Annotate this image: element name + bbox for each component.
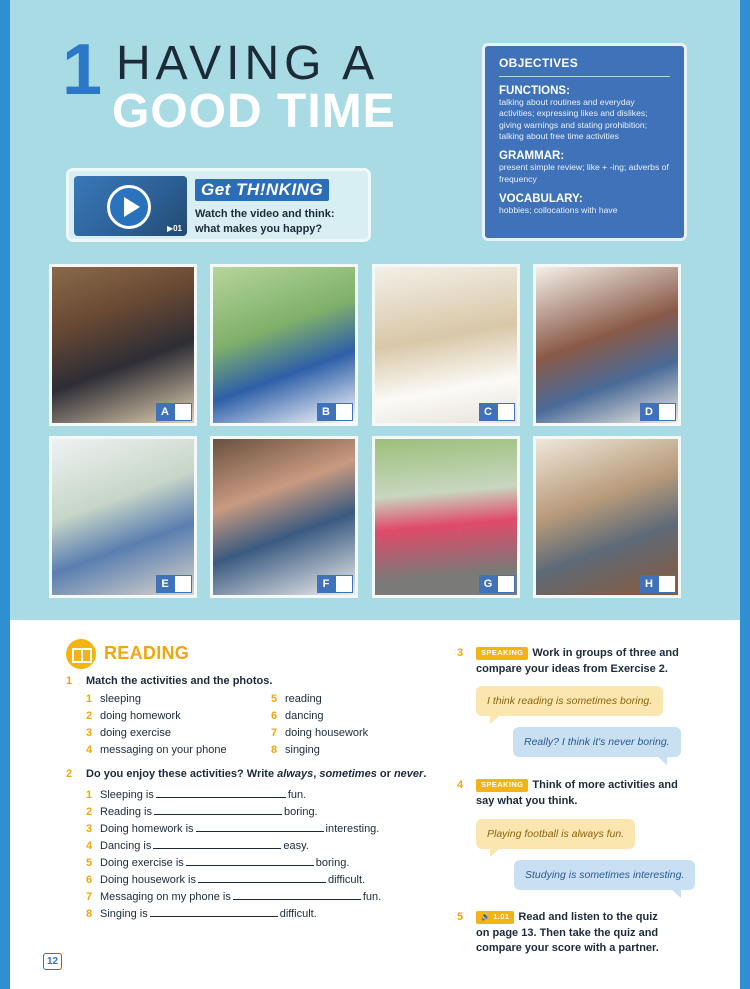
exercise-1-heading <box>66 675 272 687</box>
answer-blank[interactable] <box>196 821 324 832</box>
list-item: 3 doing exercise <box>86 727 171 739</box>
get-thinking-box <box>66 168 371 242</box>
objectives-divider <box>499 76 670 77</box>
photo-label: C <box>479 403 497 421</box>
gap-fill-item: 8 Singing is difficult. <box>86 908 317 920</box>
photo-a <box>49 264 197 426</box>
list-item: 2 doing homework <box>86 710 181 722</box>
reading-title: READING <box>104 643 190 663</box>
photo-g <box>372 436 520 598</box>
photo-label: H <box>640 575 658 593</box>
exercise-number: 3 <box>457 647 464 659</box>
answer-box[interactable] <box>497 575 515 593</box>
photo-label: E <box>156 575 174 593</box>
list-item: 6 dancing <box>271 710 324 722</box>
gap-fill-item: 2 Reading is boring. <box>86 806 318 818</box>
photo-d <box>533 264 681 426</box>
photo-label: B <box>317 403 335 421</box>
photo-label: G <box>479 575 497 593</box>
gap-fill-item: 4 Dancing is easy. <box>86 840 309 852</box>
grammar-text: present simple review; like + -ing; adverbs of frequency <box>499 162 669 184</box>
list-item: 1 sleeping <box>86 693 141 705</box>
exercise-number: 4 <box>457 779 464 791</box>
answer-box[interactable] <box>174 575 192 593</box>
speaking-tag: SPEAKING <box>476 647 528 660</box>
exercise-number: 1 <box>66 675 73 687</box>
exercise-instruction: Match the activities and the photos. <box>86 675 273 687</box>
photo-f <box>210 436 358 598</box>
exercise-4: 4 SPEAKING Think of more activities and say what you think. <box>457 779 678 807</box>
grammar-heading: GRAMMAR: <box>499 150 565 163</box>
list-item: 4 messaging on your phone <box>86 744 227 756</box>
unit-title-line1: HAVING A <box>116 37 380 90</box>
right-edge-bar <box>740 0 750 989</box>
photo-label: D <box>640 403 658 421</box>
gap-fill-item: 3 Doing homework is interesting. <box>86 823 380 835</box>
vocabulary-heading: VOCABULARY: <box>499 193 583 206</box>
video-thumbnail[interactable] <box>74 176 187 236</box>
book-icon <box>66 639 96 669</box>
answer-blank[interactable] <box>233 889 361 900</box>
exercise-2-heading: 2 Do you enjoy these activities? Write always, sometimes or never. <box>66 768 427 780</box>
answer-box[interactable] <box>497 403 515 421</box>
answer-blank[interactable] <box>198 872 326 883</box>
gap-fill-item: 6 Doing housework is difficult. <box>86 874 366 886</box>
answer-blank[interactable] <box>154 804 282 815</box>
answer-box[interactable] <box>174 403 192 421</box>
answer-blank[interactable] <box>156 787 286 798</box>
answer-box[interactable] <box>335 403 353 421</box>
exercise-number: 2 <box>66 768 73 780</box>
answer-blank[interactable] <box>153 838 281 849</box>
answer-blank[interactable] <box>150 906 278 917</box>
left-edge-bar <box>0 0 10 989</box>
answer-blank[interactable] <box>186 855 314 866</box>
objectives-box <box>482 43 687 241</box>
speech-bubble: I think reading is sometimes boring. <box>476 686 663 716</box>
get-thinking-logo: Get TH!NKING <box>195 179 329 201</box>
photo-h <box>533 436 681 598</box>
list-item: 5 reading <box>271 693 322 705</box>
answer-box[interactable] <box>335 575 353 593</box>
speech-bubble: Playing football is always fun. <box>476 819 635 849</box>
answer-box[interactable] <box>658 575 676 593</box>
gap-fill-item: 1 Sleeping is fun. <box>86 789 307 801</box>
functions-text: talking about routines and everyday activities; expressing likes and dislikes; giving warnings and stating prohibition; talking about free time activities <box>499 97 648 142</box>
prompt-line1: Watch the video and think: <box>195 208 335 220</box>
prompt-line2: what makes you happy? <box>195 222 323 235</box>
get-thinking-prompt <box>195 207 335 237</box>
unit-number: 1 <box>62 30 103 110</box>
photo-b <box>210 264 358 426</box>
exercise-3: 3 SPEAKING Work in groups of three and compare your ideas from Exercise 2. <box>457 647 679 675</box>
gap-fill-item: 5 Doing exercise is boring. <box>86 857 350 869</box>
answer-box[interactable] <box>658 403 676 421</box>
vocabulary-text: hobbies; collocations with have <box>499 205 618 216</box>
page-number: 12 <box>43 953 62 970</box>
list-item: 8 singing <box>271 744 320 756</box>
gap-fill-item: 7 Messaging on my phone is fun. <box>86 891 382 903</box>
speech-bubble: Studying is sometimes interesting. <box>514 860 695 890</box>
photo-label: A <box>156 403 174 421</box>
unit-title-line2: GOOD TIME <box>112 85 396 138</box>
objectives-heading: OBJECTIVES <box>499 56 579 70</box>
photo-e <box>49 436 197 598</box>
photo-label: F <box>317 575 335 593</box>
video-number: ▶01 <box>166 224 182 233</box>
functions-heading: FUNCTIONS: <box>499 85 570 97</box>
photo-c <box>372 264 520 426</box>
speaking-tag: SPEAKING <box>476 779 528 792</box>
audio-tag[interactable]: 🔊 1.01 <box>476 911 514 924</box>
speech-bubble: Really? I think it's never boring. <box>513 727 681 757</box>
exercise-number: 5 <box>457 911 464 923</box>
play-icon[interactable] <box>107 185 151 229</box>
list-item: 7 doing housework <box>271 727 369 739</box>
exercise-5: 5 🔊 1.01 Read and listen to the quiz on page 13. Then take the quiz and compare your score with a partner. <box>457 911 659 955</box>
